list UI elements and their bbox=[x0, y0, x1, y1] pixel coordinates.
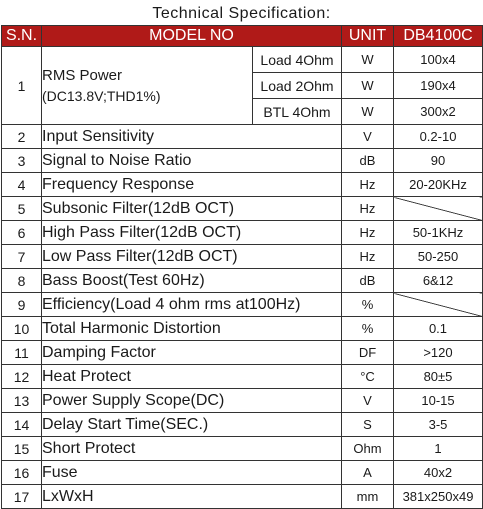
row-value: 0.1 bbox=[394, 317, 483, 341]
row-item: Damping Factor bbox=[42, 341, 342, 365]
row-sn: 10 bbox=[2, 317, 42, 341]
table-row bbox=[2, 437, 483, 461]
row-sn: 6 bbox=[2, 221, 42, 245]
row-unit: A bbox=[342, 461, 394, 485]
row-unit: S bbox=[342, 413, 394, 437]
row-value: 3-5 bbox=[394, 413, 483, 437]
row-unit: Hz bbox=[342, 197, 394, 221]
row-unit: dB bbox=[342, 149, 394, 173]
row-item: Frequency Response bbox=[42, 173, 342, 197]
row-value: 50-250 bbox=[394, 245, 483, 269]
row-item: Subsonic Filter(12dB OCT) bbox=[42, 197, 342, 221]
table-row bbox=[2, 47, 483, 73]
row-item: Delay Start Time(SEC.) bbox=[42, 413, 342, 437]
row-sn: 14 bbox=[2, 413, 42, 437]
row-item: Bass Boost(Test 60Hz) bbox=[42, 269, 342, 293]
row-sn: 17 bbox=[2, 485, 42, 509]
row-unit: Hz bbox=[342, 245, 394, 269]
header-model: MODEL NO bbox=[42, 26, 342, 47]
row-item: Low Pass Filter(12dB OCT) bbox=[42, 245, 342, 269]
page-title: Technical Specification: bbox=[152, 5, 331, 22]
table-row bbox=[2, 125, 483, 149]
row-unit: Hz bbox=[342, 221, 394, 245]
row-sn: 9 bbox=[2, 293, 42, 317]
row-sn: 7 bbox=[2, 245, 42, 269]
row-value: 1 bbox=[394, 437, 483, 461]
row-sn: 5 bbox=[2, 197, 42, 221]
table-row bbox=[2, 245, 483, 269]
row-value: 20-20KHz bbox=[394, 173, 483, 197]
row-sn: 16 bbox=[2, 461, 42, 485]
table-row bbox=[2, 389, 483, 413]
row-value-blank bbox=[394, 197, 483, 221]
row-item: Input Sensitivity bbox=[42, 125, 342, 149]
row-unit: V bbox=[342, 389, 394, 413]
rms-value: 300x2 bbox=[394, 99, 483, 125]
row-item: LxWxH bbox=[42, 485, 342, 509]
rms-load-label: Load 4Ohm bbox=[253, 47, 342, 73]
row-item: Signal to Noise Ratio bbox=[42, 149, 342, 173]
row-unit: % bbox=[342, 293, 394, 317]
row-value: 10-15 bbox=[394, 389, 483, 413]
header-row bbox=[2, 26, 483, 47]
spec-rows bbox=[2, 125, 483, 509]
row-sn: 8 bbox=[2, 269, 42, 293]
row-item: Fuse bbox=[42, 461, 342, 485]
row-unit: Ohm bbox=[342, 437, 394, 461]
row-sn: 11 bbox=[2, 341, 42, 365]
table-row bbox=[2, 317, 483, 341]
row-unit: DF bbox=[342, 341, 394, 365]
spec-table bbox=[1, 25, 483, 509]
row-item: Total Harmonic Distortion bbox=[42, 317, 342, 341]
header-sn: S.N. bbox=[2, 26, 42, 47]
rms-power-title: RMS Power bbox=[42, 66, 123, 84]
rms-unit: W bbox=[342, 47, 394, 73]
row-value: 6&12 bbox=[394, 269, 483, 293]
row-unit: mm bbox=[342, 485, 394, 509]
row-unit: % bbox=[342, 317, 394, 341]
header-model-code: DB4100C bbox=[394, 26, 483, 47]
table-row bbox=[2, 293, 483, 317]
row-value: 381x250x49 bbox=[394, 485, 483, 509]
table-row bbox=[2, 197, 483, 221]
header-unit: UNIT bbox=[342, 26, 394, 47]
rms-power-condition: (DC13.8V;THD1%) bbox=[42, 87, 161, 104]
row-item: Heat Protect bbox=[42, 365, 342, 389]
row-value: 90 bbox=[394, 149, 483, 173]
rms-power-label bbox=[42, 47, 253, 125]
row-sn: 1 bbox=[2, 47, 42, 125]
rms-load-label: Load 2Ohm bbox=[253, 73, 342, 99]
table-row bbox=[2, 365, 483, 389]
row-unit: Hz bbox=[342, 173, 394, 197]
row-sn: 13 bbox=[2, 389, 42, 413]
row-item: High Pass Filter(12dB OCT) bbox=[42, 221, 342, 245]
rms-unit: W bbox=[342, 73, 394, 99]
row-unit: dB bbox=[342, 269, 394, 293]
rms-value: 190x4 bbox=[394, 73, 483, 99]
row-unit: °C bbox=[342, 365, 394, 389]
rms-load-label: BTL 4Ohm bbox=[253, 99, 342, 125]
row-sn: 2 bbox=[2, 125, 42, 149]
row-value: 40x2 bbox=[394, 461, 483, 485]
row-unit: V bbox=[342, 125, 394, 149]
table-row bbox=[2, 341, 483, 365]
table-row bbox=[2, 413, 483, 437]
row-item: Efficiency(Load 4 ohm rms at100Hz) bbox=[42, 293, 342, 317]
table-row bbox=[2, 149, 483, 173]
row-item: Power Supply Scope(DC) bbox=[42, 389, 342, 413]
table-row bbox=[2, 269, 483, 293]
table-row bbox=[2, 173, 483, 197]
row-value: 80±5 bbox=[394, 365, 483, 389]
rms-unit: W bbox=[342, 99, 394, 125]
row-value-blank bbox=[394, 293, 483, 317]
row-sn: 12 bbox=[2, 365, 42, 389]
row-value: 0.2-10 bbox=[394, 125, 483, 149]
row-item: Short Protect bbox=[42, 437, 342, 461]
row-value: >120 bbox=[394, 341, 483, 365]
table-row bbox=[2, 221, 483, 245]
rms-value: 100x4 bbox=[394, 47, 483, 73]
row-sn: 15 bbox=[2, 437, 42, 461]
row-value: 50-1KHz bbox=[394, 221, 483, 245]
row-sn: 3 bbox=[2, 149, 42, 173]
row-sn: 4 bbox=[2, 173, 42, 197]
table-row bbox=[2, 461, 483, 485]
